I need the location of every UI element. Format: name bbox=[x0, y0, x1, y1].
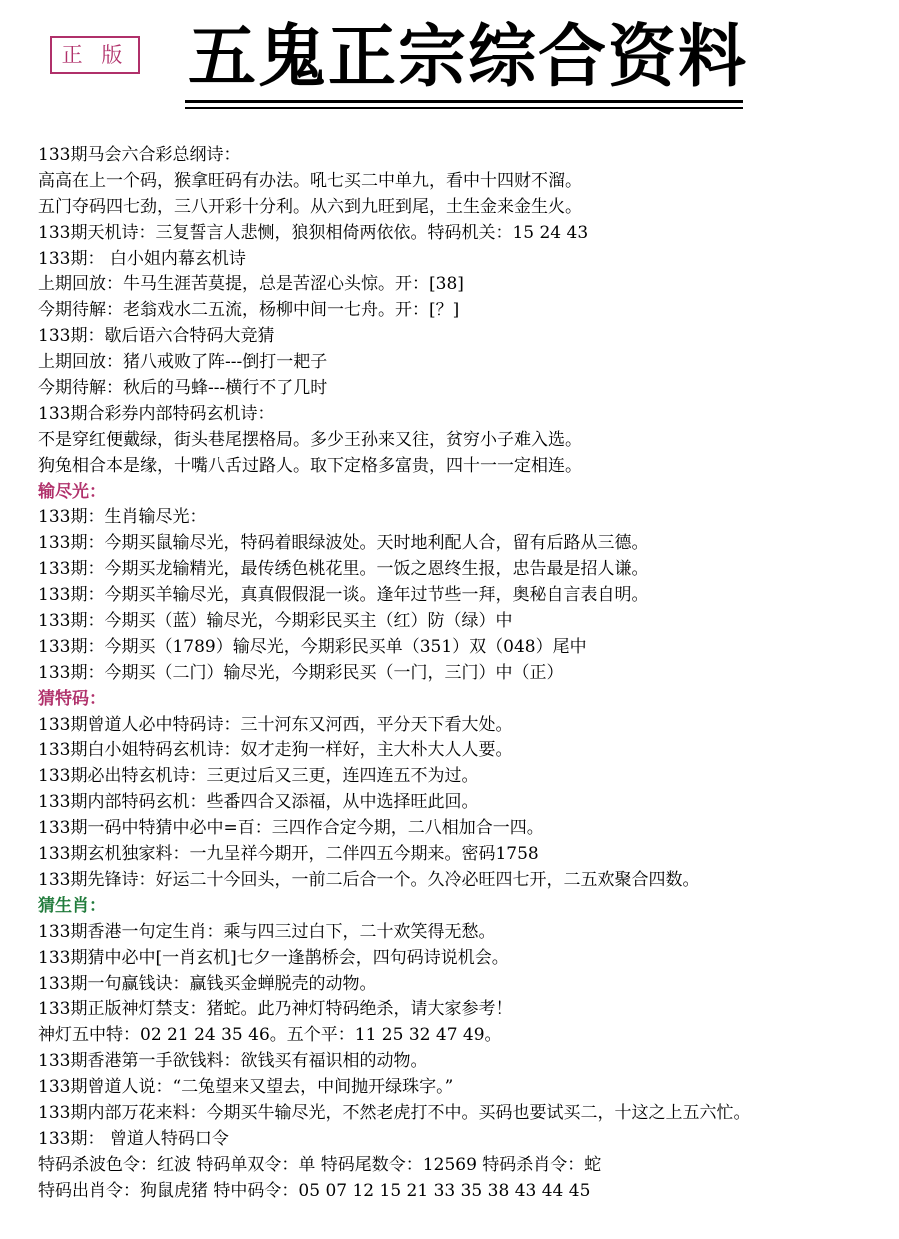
text-line: 133期：今期买（蓝）输尽光，今期彩民买主（红）防（绿）中 bbox=[38, 611, 513, 632]
text-line: 133期必出特玄机诗：三更过后又三更，连四连五不为过。 bbox=[38, 766, 479, 787]
text-line: 上期回放：牛马生涯苦莫提，总是苦涩心头惊。开：[38] bbox=[38, 274, 464, 295]
text-line: 神灯五中特：02 21 24 35 46。五个平：11 25 32 47 49。 bbox=[38, 1025, 502, 1046]
text-line: 133期猜中必中[一肖玄机]七夕一逢鹊桥会，四句码诗说机会。 bbox=[38, 947, 509, 968]
text-line: 今期待解：秋后的马蜂---横行不了几时 bbox=[38, 378, 328, 399]
text-line: 特码杀波色令：红波 特码单双令：单 特码尾数令：12569 特码杀肖令：蛇 bbox=[38, 1154, 602, 1175]
text-line: 133期天机诗：三复誓言人悲恻，狼狈相倚两依依。特码机关：15 24 43 bbox=[38, 222, 589, 243]
text-line: 狗兔相合本是缘，十嘴八舌过路人。取下定格多富贵，四十一一定相连。 bbox=[38, 455, 582, 476]
edition-badge: 正 版 bbox=[50, 36, 140, 74]
text-line: 133期合彩券内部特码玄机诗： bbox=[38, 403, 275, 424]
section-heading: 输尽光： bbox=[38, 481, 106, 502]
text-line: 133期：今期买羊输尽光，真真假假混一谈。逢年过节些一拜，奥秘自言表自明。 bbox=[38, 585, 649, 606]
title-underline-thin bbox=[185, 107, 743, 109]
page-title: 五鬼正宗综合资料 bbox=[188, 18, 749, 97]
content-body bbox=[38, 143, 888, 1205]
section-heading: 猜特码： bbox=[38, 688, 106, 709]
text-line: 133期白小姐特码玄机诗：奴才走狗一样好，主大朴大人人要。 bbox=[38, 740, 513, 761]
text-line: 133期： 白小姐内幕玄机诗 bbox=[38, 248, 246, 269]
text-line: 上期回放：猪八戒败了阵---倒打一耙子 bbox=[38, 352, 328, 373]
text-line: 133期：今期买（二门）输尽光，今期彩民买（一门，三门）中（正） bbox=[38, 662, 564, 683]
text-line: 133期：今期买（1789）输尽光，今期彩民买单（351）双（048）尾中 bbox=[38, 636, 587, 657]
text-line: 133期：今期买龙输精光，最传绣色桃花里。一饭之恩终生报，忠告最是招人谦。 bbox=[38, 559, 649, 580]
text-line: 高高在上一个码，猴拿旺码有办法。吼七买二中单九，看中十四财不溜。 bbox=[38, 170, 582, 191]
text-line: 133期马会六合彩总纲诗： bbox=[38, 145, 241, 165]
text-line: 133期玄机独家料：一九呈祥今期开，二伴四五今期来。密码1758 bbox=[38, 844, 539, 865]
title-underline-thick bbox=[185, 100, 743, 103]
text-line: 133期曾道人说：“二兔望来又望去，中间抛开绿珠字。” bbox=[38, 1077, 454, 1098]
text-line: 133期正版神灯禁支：猪蛇。此乃神灯特码绝杀，请大家参考！ bbox=[38, 999, 513, 1020]
text-line: 133期：生肖输尽光： bbox=[38, 507, 207, 528]
text-line: 不是穿红便戴绿，街头巷尾摆格局。多少王孙来又往，贫穷小子难入选。 bbox=[38, 429, 582, 450]
text-line: 133期一码中特猜中必中=百：三四作合定今期，二八相加合一四。 bbox=[38, 818, 544, 839]
text-line: 133期香港第一手欲钱料：欲钱买有福识相的动物。 bbox=[38, 1051, 428, 1072]
text-line: 133期： 曾道人特码口令 bbox=[38, 1128, 229, 1149]
text-line: 133期：今期买鼠输尽光，特码着眼绿波处。天时地利配人合，留有后路从三德。 bbox=[38, 533, 649, 554]
text-line: 特码出肖令：狗鼠虎猪 特中码令：05 07 12 15 21 33 35 38 43 44 45 bbox=[38, 1180, 591, 1201]
text-line: 133期：歇后语六合特码大竞猜 bbox=[38, 326, 275, 347]
text-line: 133期内部万花来料：今期买牛输尽光，不然老虎打不中。买码也要试买二，十这之上五六忙。 bbox=[38, 1102, 751, 1123]
text-line: 133期曾道人必中特码诗：三十河东又河西，平分天下看大处。 bbox=[38, 714, 513, 735]
text-line: 133期内部特码玄机：些番四合又添福，从中选择旺此回。 bbox=[38, 792, 479, 813]
text-line: 今期待解：老翁戏水二五流，杨柳中间一七舟。开：[？] bbox=[38, 300, 460, 321]
text-line: 133期一句赢钱诀：赢钱买金蝉脱壳的动物。 bbox=[38, 973, 377, 994]
text-line: 133期香港一句定生肖：乘与四三过白下，二十欢笑得无愁。 bbox=[38, 921, 496, 942]
text-line: 133期先锋诗：好运二十今回头，一前二后合一个。久冷必旺四七开，二五欢聚合四数。 bbox=[38, 869, 700, 890]
section-heading: 猜生肖： bbox=[38, 895, 106, 916]
text-line: 五门夺码四七劲，三八开彩十分利。从六到九旺到尾，土生金来金生火。 bbox=[38, 196, 582, 217]
